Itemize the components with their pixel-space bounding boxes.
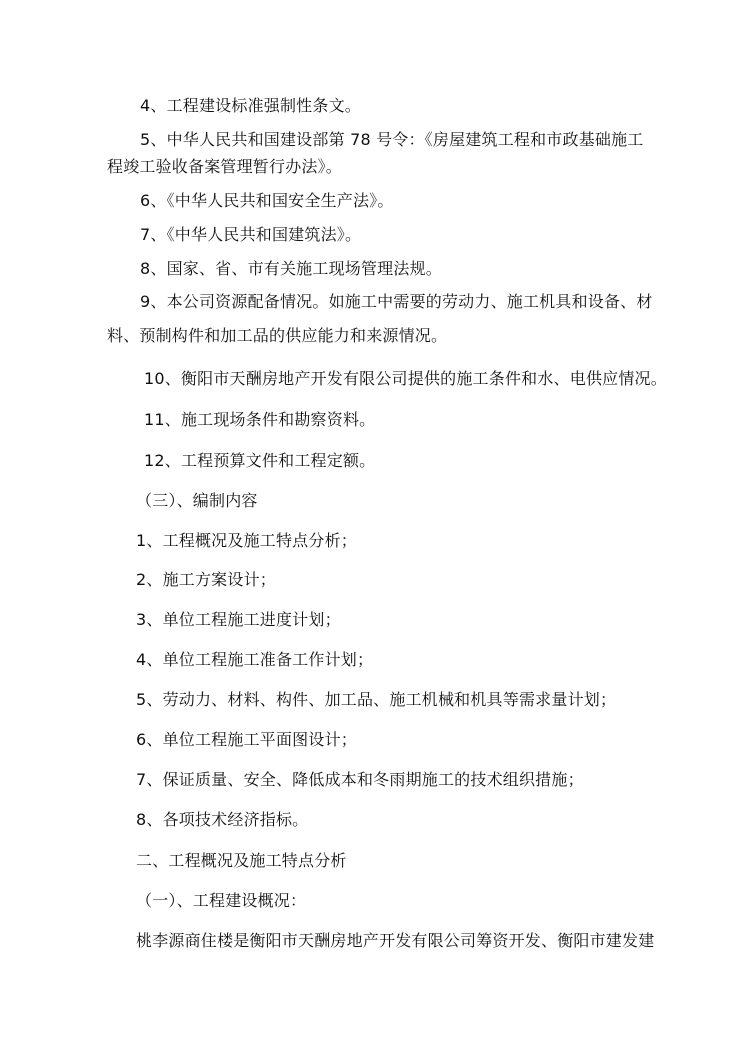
overview-paragraph-line: 桃李源商住楼是衡阳市天酬房地产开发有限公司筹资开发、衡阳市建发建 bbox=[136, 931, 655, 950]
basis-item-10: 10、衡阳市天酬房地产开发有限公司提供的施工条件和水、电供应情况。 bbox=[144, 369, 667, 388]
basis-item-9-continued: 料、预制构件和加工品的供应能力和来源情况。 bbox=[107, 326, 448, 345]
chapter-heading: 二、工程概况及施工特点分析 bbox=[136, 851, 347, 870]
content-item-1: 1、工程概况及施工特点分析； bbox=[136, 531, 357, 550]
basis-item-5: 5、中华人民共和国建设部第 78 号令：《房屋建筑工程和市政基础施工 bbox=[140, 130, 644, 149]
content-item-3: 3、单位工程施工进度计划； bbox=[136, 610, 341, 629]
content-item-2: 2、施工方案设计； bbox=[136, 570, 276, 589]
content-item-6: 6、单位工程施工平面图设计； bbox=[136, 730, 357, 749]
content-item-5: 5、劳动力、材料、构件、加工品、施工机械和机具等需求量计划； bbox=[136, 690, 617, 709]
basis-item-9: 9、本公司资源配备情况。如施工中需要的劳动力、施工机具和设备、材 bbox=[140, 292, 653, 311]
section-heading-content: （三）、编制内容 bbox=[136, 491, 258, 510]
basis-item-11: 11、施工现场条件和勘察资料。 bbox=[144, 410, 376, 429]
section-heading-overview: （一）、工程建设概况： bbox=[136, 891, 307, 910]
basis-item-6: 6、《中华人民共和国安全生产法》。 bbox=[140, 191, 394, 210]
content-item-4: 4、单位工程施工准备工作计划； bbox=[136, 650, 374, 669]
basis-item-12: 12、工程预算文件和工程定额。 bbox=[144, 451, 376, 470]
content-item-8: 8、各项技术经济指标。 bbox=[136, 810, 309, 829]
basis-item-5-continued: 程竣工验收备案管理暂行办法》。 bbox=[107, 157, 343, 176]
basis-item-7: 7、《中华人民共和国建筑法》。 bbox=[140, 225, 362, 244]
basis-item-4: 4、工程建设标准强制性条文。 bbox=[140, 96, 361, 115]
content-item-7: 7、保证质量、安全、降低成本和冬雨期施工的技术组织措施； bbox=[136, 770, 584, 789]
basis-item-8: 8、国家、省、市有关施工现场管理法规。 bbox=[140, 259, 442, 278]
